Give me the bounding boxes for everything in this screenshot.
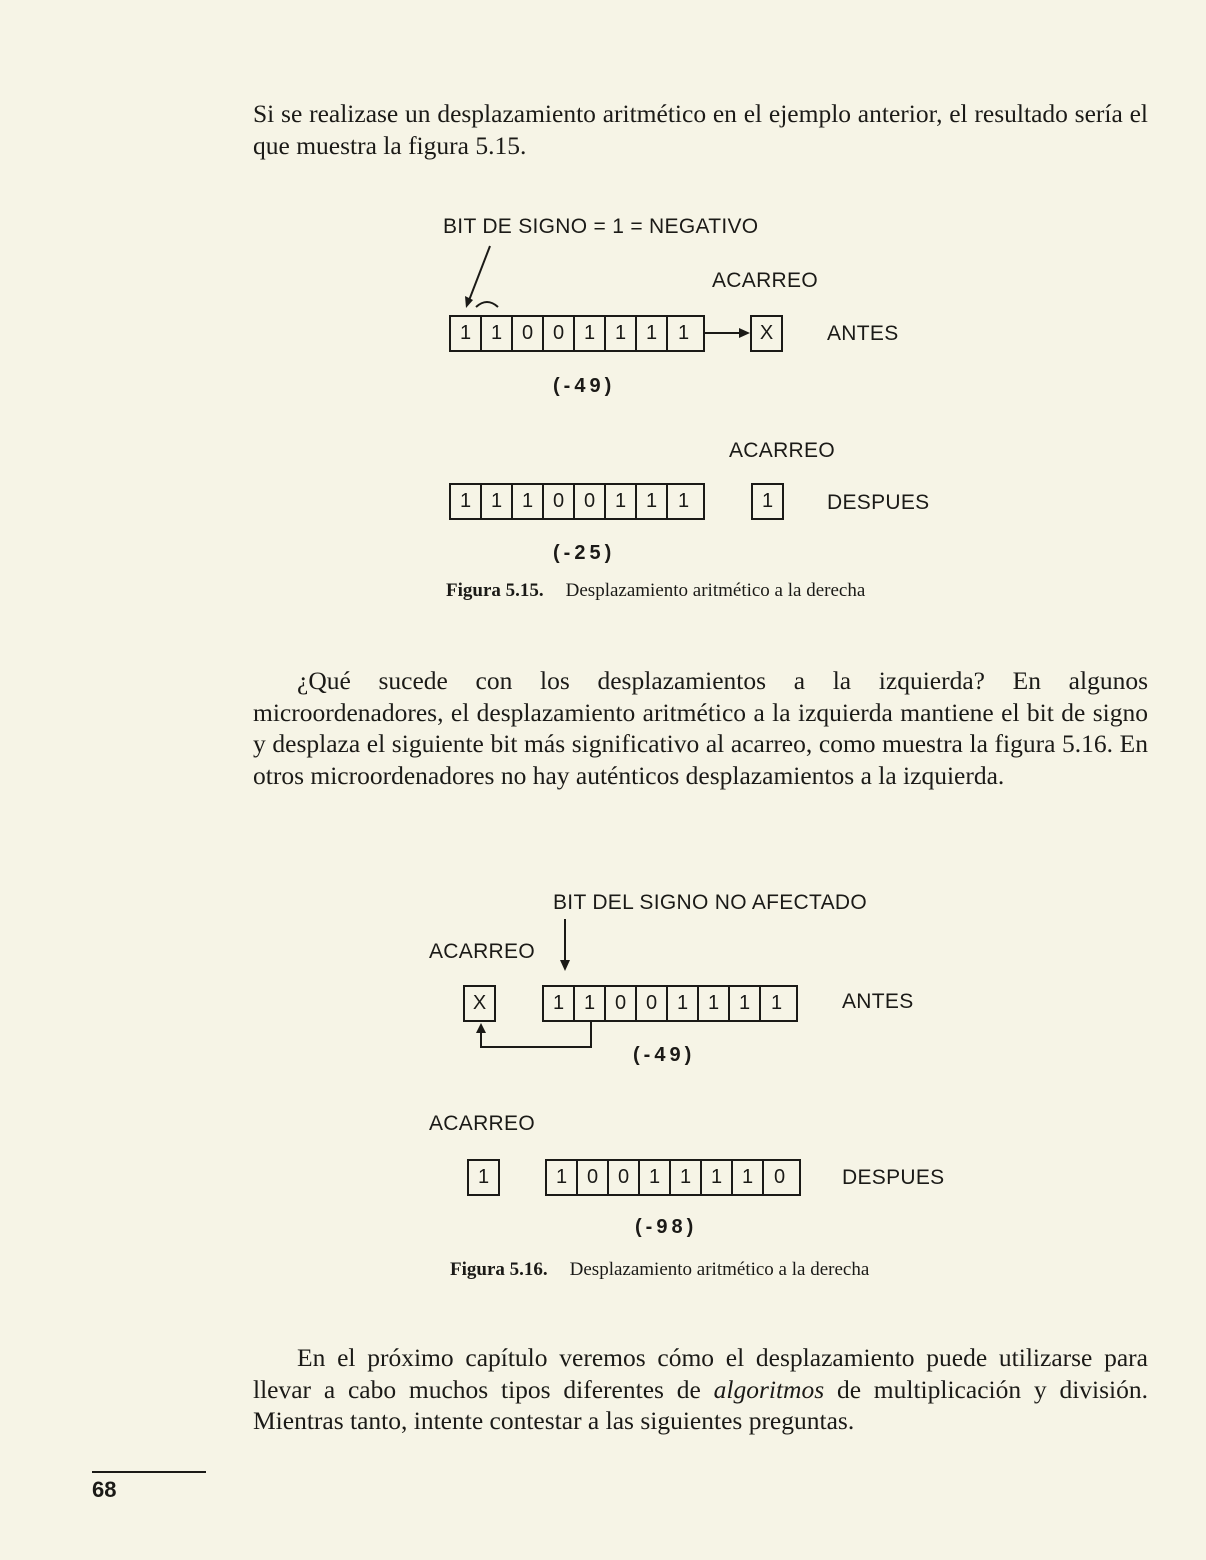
sign-pointer-head (465, 296, 473, 308)
bit-cell: 1 (451, 485, 482, 518)
after-label: DESPUES (827, 491, 930, 514)
intro-paragraph: Si se realizase un desplazamiento aritmético en el ejemplo anterior, el resultado sería el que muestra la figura 5.15. (253, 99, 1148, 160)
caption-text: Desplazamiento aritmético a la derecha (569, 1259, 870, 1280)
sign-bit-label: BIT DEL SIGNO NO AFECTADO (553, 891, 867, 914)
caption-number: Figura 5.16. (450, 1259, 548, 1280)
bit-cell: 0 (513, 317, 544, 350)
bit-cell: 1 (733, 1161, 764, 1194)
carry-label-before: ACARREO (712, 269, 818, 292)
bit-cell: 1 (668, 987, 699, 1020)
register-before (542, 985, 798, 1022)
bit-cell: 1 (677, 322, 690, 344)
bit-cell: 1 (702, 1161, 733, 1194)
closing-text-2: de multiplicación y división. Mientras tanto, intente contestar a las siguientes preguntas. (253, 1374, 1148, 1435)
bit-cell: 0 (773, 1166, 786, 1188)
carry-label-after: ACARREO (429, 1112, 535, 1135)
carry-box-after: 1 (751, 483, 784, 520)
after-label: DESPUES (842, 1166, 945, 1189)
bit-cell: 1 (637, 317, 668, 350)
register-after (545, 1159, 801, 1196)
closing-text-1: En el próximo capítulo veremos cómo el desplazamiento puede utilizarse para llevar a cabo muchos tipos diferentes de (253, 1343, 1148, 1404)
figure-caption (450, 1259, 869, 1281)
carry-loop-line (481, 1022, 591, 1047)
sign-bit-pointer (468, 246, 490, 303)
bit-cell: 1 (575, 987, 606, 1020)
bit-cell: 0 (637, 987, 668, 1020)
bit-cell: 0 (544, 485, 575, 518)
bit-cell: 1 (451, 317, 482, 350)
bit-cell: 1 (606, 317, 637, 350)
bit-cell: 0 (606, 987, 637, 1020)
before-label: ANTES (842, 990, 914, 1013)
carry-label-before: ACARREO (429, 940, 535, 963)
before-value: (-49) (553, 375, 616, 397)
bit-cell: 1 (770, 992, 783, 1014)
sign-arrow-head (560, 960, 570, 971)
bit-cell: 1 (513, 485, 544, 518)
bit-cell: 0 (544, 317, 575, 350)
caption-text: Desplazamiento aritmético a la derecha (565, 580, 866, 601)
carry-box-before: X (750, 315, 783, 352)
carry-box-before: X (463, 985, 496, 1022)
bit-cell: 1 (482, 485, 513, 518)
page-number: 68 (92, 1477, 117, 1502)
after-value: (-25) (553, 542, 616, 564)
bit-cell: 1 (544, 987, 575, 1020)
bit-cell: 1 (677, 490, 690, 512)
before-value: (-49) (633, 1044, 696, 1066)
bit-cell: 0 (578, 1161, 609, 1194)
register-before (449, 315, 705, 352)
bit-cell: 1 (606, 485, 637, 518)
before-label: ANTES (827, 322, 899, 345)
register-after (449, 483, 705, 520)
carry-box-after: 1 (467, 1159, 500, 1196)
algorithms-term: algoritmos (713, 1374, 825, 1404)
bit-cell: 0 (609, 1161, 640, 1194)
closing-paragraph (253, 1342, 1148, 1437)
bit-cell: 1 (575, 317, 606, 350)
bit-cell: 1 (637, 485, 668, 518)
caption-number: Figura 5.15. (446, 580, 544, 601)
page-number-rule (92, 1471, 206, 1473)
bit-cell: 1 (671, 1161, 702, 1194)
figure-caption (446, 580, 865, 602)
bit-cell: 1 (640, 1161, 671, 1194)
sign-bit-arc (476, 302, 498, 307)
carry-label-after: ACARREO (729, 439, 835, 462)
after-value: (-98) (635, 1216, 698, 1238)
left-shift-paragraph: ¿Qué sucede con los desplazamientos a la izquierda? En algunos microordenadores, el desplazamiento aritmético a la izquierda mantiene el bit de signo y desplaza el siguiente bit más significativo al acarreo, como muestra la figura 5.16. En otros microordenadores no hay auténticos desplazamientos a la izquierda. (253, 666, 1148, 790)
carry-loop-head (476, 1023, 486, 1033)
sign-bit-label: BIT DE SIGNO = 1 = NEGATIVO (443, 215, 759, 238)
bit-cell: 1 (547, 1161, 578, 1194)
carry-arrow-head (739, 328, 750, 338)
bit-cell: 1 (730, 987, 761, 1020)
bit-cell: 1 (482, 317, 513, 350)
bit-cell: 1 (699, 987, 730, 1020)
bit-cell: 0 (575, 485, 606, 518)
